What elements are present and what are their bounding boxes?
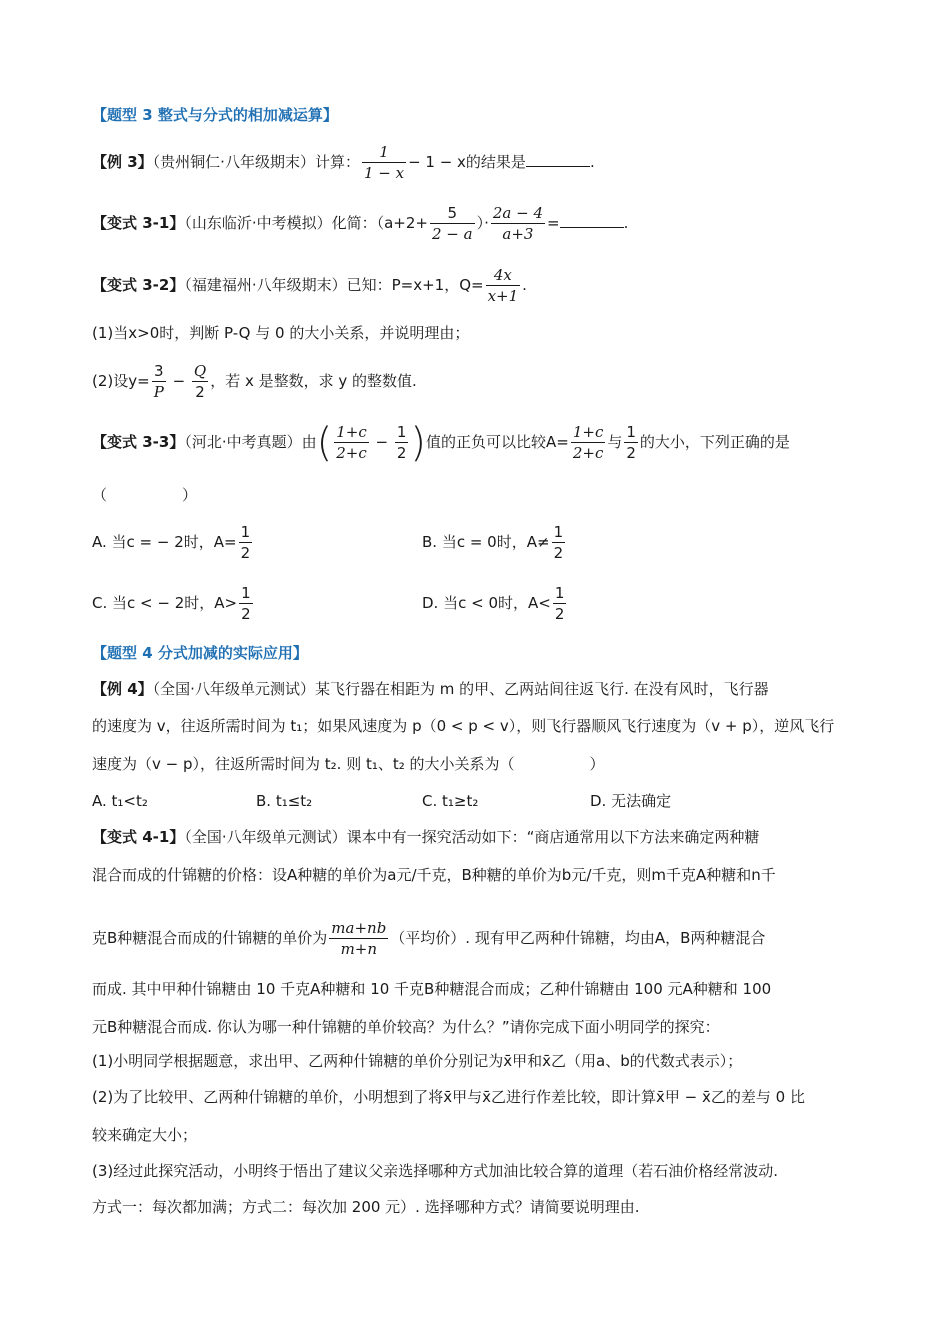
variant-3-2-question-1: (1)当x>0时，判断 P-Q 与 0 的大小关系，并说明理由；: [92, 324, 470, 342]
variant-4-1-question-1: (1)小明同学根据题意，求出甲、乙两种什锦糖的单价分别记为x̄甲和x̄乙（用a、b的代数式表示）；: [92, 1052, 743, 1070]
example-4-line-2: 的速度为 v，往返所需时间为 t₁；如果风速度为 p（0 < p < v），则飞行器顺风飞行速度为（v + p），逆风飞行: [92, 717, 835, 735]
example-4-option-c: C. t₁≥t₂: [422, 792, 479, 810]
variant-3-3-tag: 【变式 3-3】: [92, 433, 185, 451]
v33-tail: 的大小，下列正确的是: [639, 433, 790, 451]
variant-4-1-question-3b: 方式一：每次都加满；方式二：每次加 200 元）. 选择哪种方式？请简要说明理由.: [92, 1198, 640, 1216]
example-3: [92, 142, 595, 183]
variant-3-1-fraction-2: $\frac{2a - 4}{a+3}$: [492, 204, 543, 243]
minus-sign: −: [167, 372, 190, 390]
variant-3-1-mid: ）·: [476, 214, 489, 232]
q2-suffix: ，若 x 是整数，求 y 的整数值.: [210, 372, 417, 390]
example-4-option-d: D. 无法确定: [590, 792, 672, 810]
period: .: [522, 276, 527, 294]
answer-bracket: （ ）: [92, 486, 198, 504]
option-d: D. 当c < 0时，A< $\frac{1}{2}$: [422, 584, 565, 623]
v33-mid: 值的正负可以比较A=: [426, 433, 569, 451]
v33-fraction-2: $\frac{1}{2}$: [396, 423, 407, 462]
period: .: [623, 214, 629, 232]
example-4-line-3: 速度为（v − p），往返所需时间为 t₂. 则 t₁、t₂ 的大小关系为（ ）: [92, 755, 605, 773]
variant-3-2-fraction: $\frac{4x}{x+1}$: [487, 266, 519, 305]
example-3-fraction: $\frac{1}{1 - x}$: [363, 143, 405, 182]
example-4-text: （全国·八年级单元测试）某飞行器在相距为 m 的甲、乙两站间往返飞行. 在没有风时，飞行器: [152, 680, 769, 698]
section-heading-4: 【题型 4 分式加减的实际应用】: [92, 644, 308, 662]
variant-4-1-line-5: 元B种糖混合而成. 你认为哪一种什锦糖的单价较高？为什么？”请你完成下面小明同学的探究：: [92, 1018, 720, 1036]
example-4-line-1: [92, 678, 769, 700]
answer-blank: [560, 213, 624, 228]
variant-3-3: [92, 419, 790, 466]
variant-3-2-tag: 【变式 3-2】: [92, 276, 185, 294]
variant-4-1-question-3a: (3)经过此探究活动，小明终于悟出了建议父亲选择哪种方式加油比较合算的道理（若石油价格经常波动.: [92, 1162, 779, 1180]
v33-mid2: 与: [607, 433, 623, 451]
variant-4-1-question-2a: (2)为了比较甲、乙两种什锦糖的单价，小明想到了将x̄甲与x̄乙进行作差比较，即计算x̄甲 − x̄乙的差与 0 比: [92, 1088, 805, 1106]
period: .: [589, 153, 595, 171]
equals-sign: =: [547, 214, 560, 232]
answer-blank: [526, 152, 590, 167]
variant-3-1: [92, 203, 628, 244]
minus-sign: −: [370, 433, 393, 451]
variant-3-1-source: （山东临沂·中考模拟）化简：（a+2+: [184, 214, 428, 232]
v33-fraction-4: $\frac{1}{2}$: [626, 423, 636, 462]
variant-4-1-tag: 【变式 4-1】: [92, 828, 185, 846]
right-paren: ): [410, 419, 426, 466]
v33-fraction-1: $\frac{1+c}{2+c}$: [336, 423, 367, 462]
example-3-rest: − 1 − x的结果是: [408, 153, 526, 171]
option-a: A. 当c = − 2时，A= $\frac{1}{2}$: [92, 523, 251, 562]
q2-prefix: (2)设y=: [92, 372, 150, 390]
variant-4-1-line-1: [92, 826, 759, 848]
variant-4-1-line-2: 混合而成的什锦糖的价格：设A种糖的单价为a元/千克，B种糖的单价为b元/千克，则m千克A种糖和n千: [92, 866, 776, 884]
variant-4-1-question-2b: 较来确定大小；: [92, 1126, 198, 1144]
section-heading-3: 【题型 3 整式与分式的相加减运算】: [92, 106, 338, 124]
option-c: C. 当c < − 2时，A> $\frac{1}{2}$: [92, 584, 251, 623]
q2-fraction-2: $\frac{Q}{2}$: [193, 362, 207, 401]
variant-4-1-line-4: 而成. 其中甲种什锦糖由 10 千克A种糖和 10 千克B种糖混合而成；乙种什锦糖由 100 元A种糖和 100: [92, 980, 772, 998]
variant-3-2: [92, 265, 527, 306]
option-b: B. 当c = 0时，A≠ $\frac{1}{2}$: [422, 523, 564, 562]
variant-3-2-source: （福建福州·八年级期末）已知：P=x+1，Q=: [184, 276, 484, 294]
average-price-fraction: $\frac{ma+nb}{m+n}$: [331, 919, 387, 958]
variant-3-1-fraction-1: $\frac{5}{2 - a}$: [431, 204, 473, 243]
variant-3-1-tag: 【变式 3-1】: [92, 214, 185, 232]
example-4-option-a: A. t₁<t₂: [92, 792, 148, 810]
variant-4-1-line-3: 克B种糖混合而成的什锦糖的单价为 $\frac{ma+nb}{m+n}$ （平均价）. 现有甲乙两种什锦糖，均由A，B两种糖混合: [92, 919, 766, 958]
v33-fraction-3: $\frac{1+c}{2+c}$: [572, 423, 604, 462]
variant-3-3-source: （河北·中考真题）由: [184, 433, 317, 451]
q2-fraction-1: $\frac{3}{P}$: [153, 362, 164, 401]
example-4-option-b: B. t₁≤t₂: [256, 792, 313, 810]
example-3-source: （贵州铜仁·八年级期末）计算：: [152, 153, 360, 171]
example-3-tag: 【例 3】: [92, 153, 153, 171]
example-4-tag: 【例 4】: [92, 680, 153, 698]
variant-3-2-question-2: [92, 361, 417, 402]
variant-4-1-text: （全国·八年级单元测试）课本中有一探究活动如下：“商店通常用以下方法来确定两种糖: [184, 828, 760, 846]
left-paren: (: [316, 419, 333, 466]
